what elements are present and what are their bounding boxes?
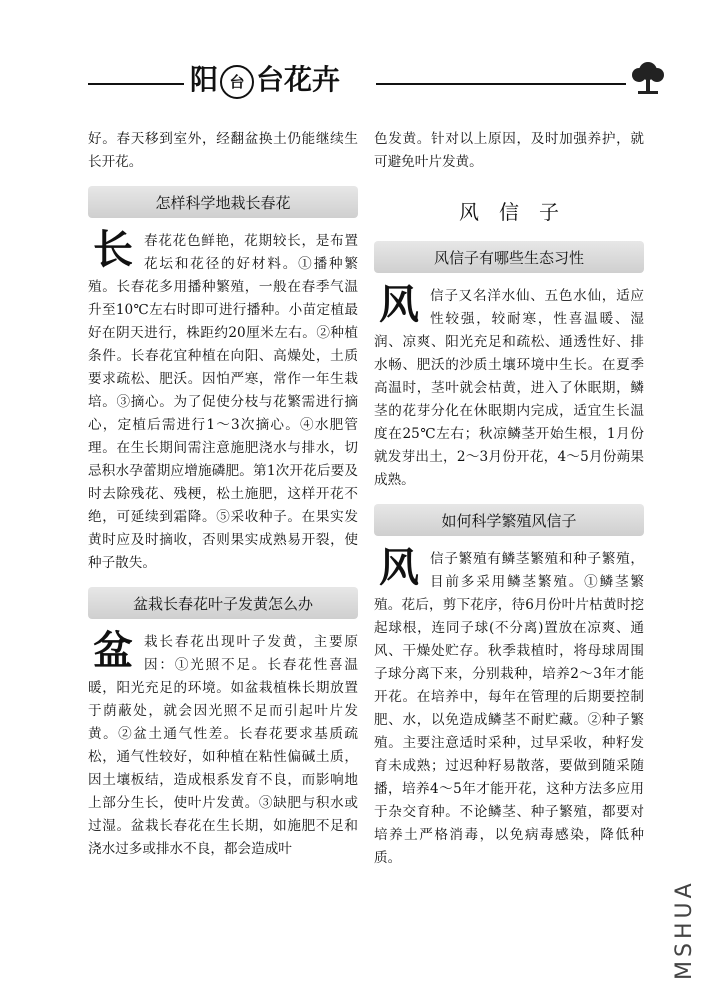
article-body: 春花花色鲜艳，花期较长，是布置花坛和花径的好材料。①播种繁殖。长春花多用播种繁殖，一般在春季气温升至10℃左右时即可进行播种。小苗定植最好在阴天进行，株距约20厘米左右。②种植条件。长春花宜种植在向阳、高燥处，土质要求疏松、肥沃。因怕严寒，常作一年生栽培。③摘心。为了促使分枝与花繁需进行摘心，定植后需进行1～3次摘心。④水肥管理。在生长期间需注意施肥浇水与排水，切忌积水孕蕾期应增施磷肥。第1次开花后要及时去除残花、残梗，松土施肥，这样开花不绝，可延续到霜降。⑤采收种子。在果实发黄时应及时摘收，否则果实成熟易开裂，使种子散失。: [88, 233, 358, 571]
section-banner-s3: [374, 241, 644, 273]
article-s4: [374, 544, 644, 870]
section-banner-s2: [88, 587, 358, 619]
right-column: [374, 128, 644, 870]
dropcap: 长: [93, 226, 133, 273]
article-s2: [88, 627, 358, 861]
dropcap: 风: [379, 281, 419, 328]
banner-title: 盆栽长春花叶子发黄怎么办: [132, 594, 313, 613]
header-title-rest: 台花卉: [256, 63, 341, 96]
article-body: 信子繁殖有鳞茎繁殖和种子繁殖，目前多采用鳞茎繁殖。①鳞茎繁殖。花后，剪下花序，待6月份叶片枯黄时挖起球根，连同子球(不分离)置放在凉爽、通风、干燥处贮存。秋季栽植时，将母球周围子球分离下来，分别栽种，培养2～3年才能开花。在培养中，每年在管理的后期要控制肥、水，以免造成鳞茎不耐贮藏。②种子繁殖。主要注意适时采种，过早采收，种籽发育未成熟；过迟种籽易散落，要做到随采随播，培养4～5年才能开花，这种方法多应用于杂交育种。不论鳞茎、种子繁殖，都要对培养土严格消毒，以免病毒感染，降低种质。: [374, 551, 644, 866]
tree-icon: [628, 58, 668, 98]
left-intro: 好。春天移到室外，经翻盆换土仍能继续生长开花。: [88, 131, 358, 170]
watermark: MSHUA: [672, 879, 697, 980]
article-body: 信子又名洋水仙、五色水仙，适应性较强，较耐寒，性喜温暖、湿润、凉爽、阳光充足和疏松、通透性好、排水畅、肥沃的沙质土壤环境中生长。在夏季高温时，茎叶就会枯黄，进入了休眠期，鳞茎的花芽分化在休眠期内完成，适宜生长温度在25℃左右；秋凉鳞茎开始生根，1月份就发芽出土，2～3月份开花，4～5月份蒴果成熟。: [374, 288, 644, 488]
header-title: [190, 58, 340, 99]
article-s3: [374, 281, 644, 492]
header-rule-left: [88, 83, 184, 85]
banner-title: 怎样科学地栽长春花: [155, 193, 291, 212]
page-header: [88, 58, 648, 108]
left-column: [88, 128, 358, 861]
header-rule-right: [376, 83, 626, 85]
banner-title: 如何科学繁殖风信子: [441, 511, 577, 530]
section-banner-s4: [374, 504, 644, 536]
banner-title: 风信子有哪些生态习性: [433, 248, 584, 267]
dropcap: 风: [379, 544, 419, 591]
section-title: 风信子: [459, 200, 579, 224]
header-title-first: 阳: [190, 63, 219, 96]
dropcap: 盆: [93, 627, 133, 674]
right-intro: 色发黄。针对以上原因，及时加强养护，就可避免叶片发黄。: [374, 131, 644, 170]
article-s1: [88, 226, 358, 575]
section-banner-s1: [88, 186, 358, 218]
article-body: 栽长春花出现叶子发黄，主要原因：①光照不足。长春花性喜温暖，阳光充足的环境。如盆栽植株长期放置于荫蔽处，就会因光照不足而引起叶片发黄。②盆土通气性差。长春花要求基质疏松，通气性较好，如种植在粘性偏碱土质，因土壤板结，造成根系发育不良，而影响地上部分生长，使叶片发黄。③缺肥与积水或过湿。盆栽长春花在生长期，如施肥不足和浇水过多或排水不良，都会造成叶: [88, 634, 358, 857]
header-badge: 台: [220, 65, 254, 99]
